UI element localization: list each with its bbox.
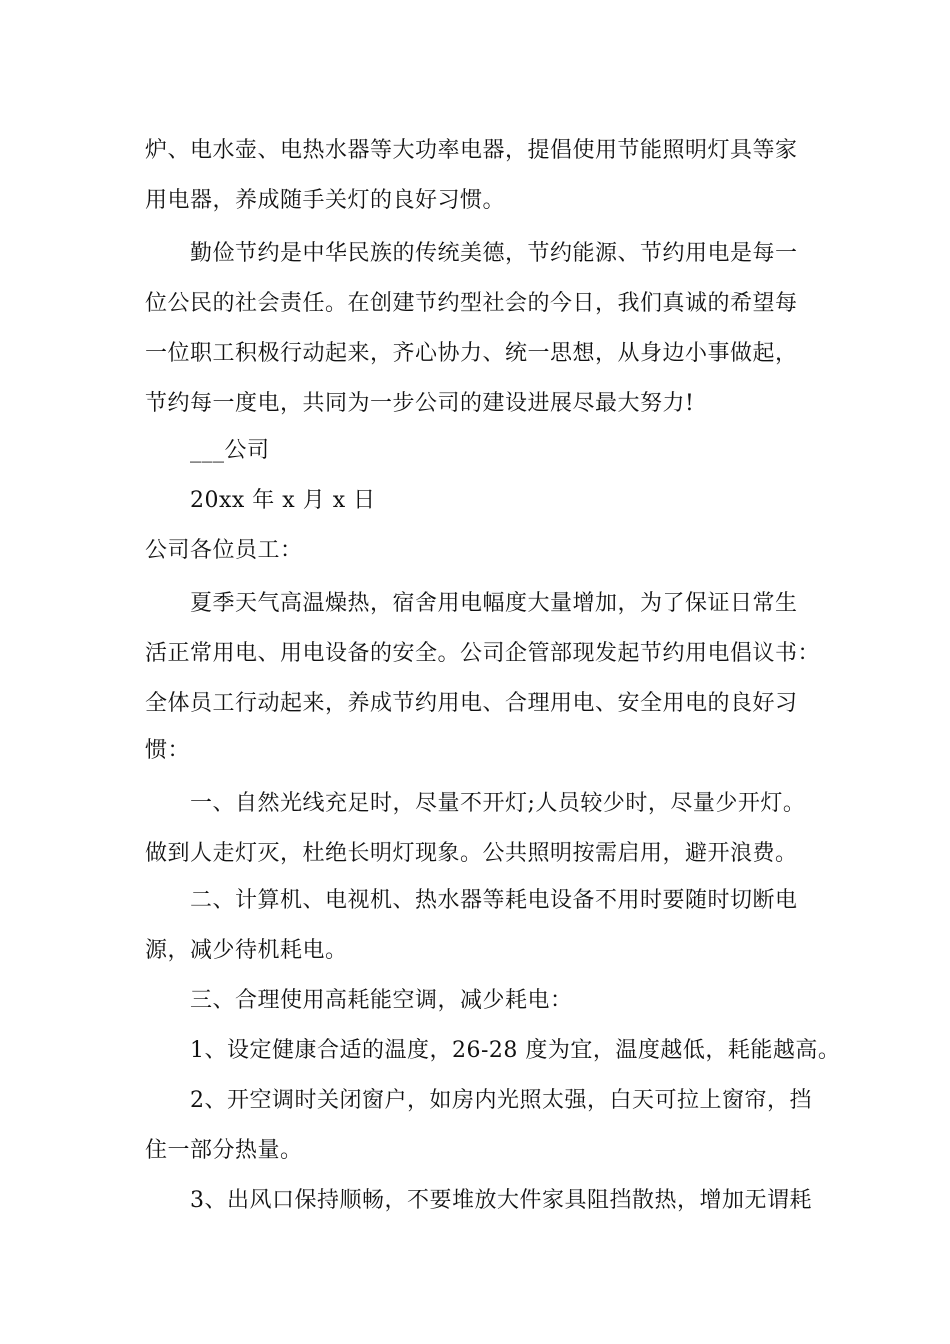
text-line: 夏季天气高温燥热，宿舍用电幅度大量增加，为了保证日常生 (190, 591, 798, 616)
text-line: 节约每一度电，共同为一步公司的建设进展尽最大努力! (145, 391, 695, 416)
text-line: 三、合理使用高耗能空调，减少耗电： (190, 988, 573, 1013)
list-item: 3、出风口保持顺畅，不要堆放大件家具阻挡散热，增加无谓耗 (190, 1188, 812, 1213)
date-line: 20xx 年 x 月 x 日 (190, 488, 376, 513)
text-line: 用电器，养成随手关灯的良好习惯。 (145, 188, 506, 213)
text-line: 一、自然光线充足时，尽量不开灯;人员较少时，尽量少开灯。 (190, 791, 806, 816)
text-line: 住一部分热量。 (145, 1138, 303, 1163)
company-signature: ___公司 (190, 438, 270, 463)
text-line: 一位职工积极行动起来，齐心协力、统一思想，从身边小事做起， (145, 341, 798, 366)
text-line: 二、计算机、电视机、热水器等耗电设备不用时要随时切断电 (190, 888, 798, 913)
text-line: 勤俭节约是中华民族的传统美德，节约能源、节约用电是每一 (190, 241, 798, 266)
list-item: 2、开空调时关闭窗户，如房内光照太强，白天可拉上窗帘，挡 (190, 1088, 812, 1113)
text-line: 做到人走灯灭，杜绝长明灯现象。公共照明按需启用，避开浪费。 (145, 841, 798, 866)
list-item: 1、设定健康合适的温度，26-28 度为宜，温度越低，耗能越高。 (190, 1038, 841, 1063)
text-line: 全体员工行动起来，养成节约用电、合理用电、安全用电的良好习 (145, 691, 798, 716)
text-line: 位公民的社会责任。在创建节约型社会的今日，我们真诚的希望每 (145, 291, 798, 316)
text-line: 惯： (145, 738, 191, 763)
text-line: 源，减少待机耗电。 (145, 938, 348, 963)
text-line: 活正常用电、用电设备的安全。公司企管部现发起节约用电倡议书： (145, 641, 821, 666)
text-line: 炉、电水壶、电热水器等大功率电器，提倡使用节能照明灯具等家 (145, 138, 798, 163)
salutation: 公司各位员工： (145, 538, 303, 563)
